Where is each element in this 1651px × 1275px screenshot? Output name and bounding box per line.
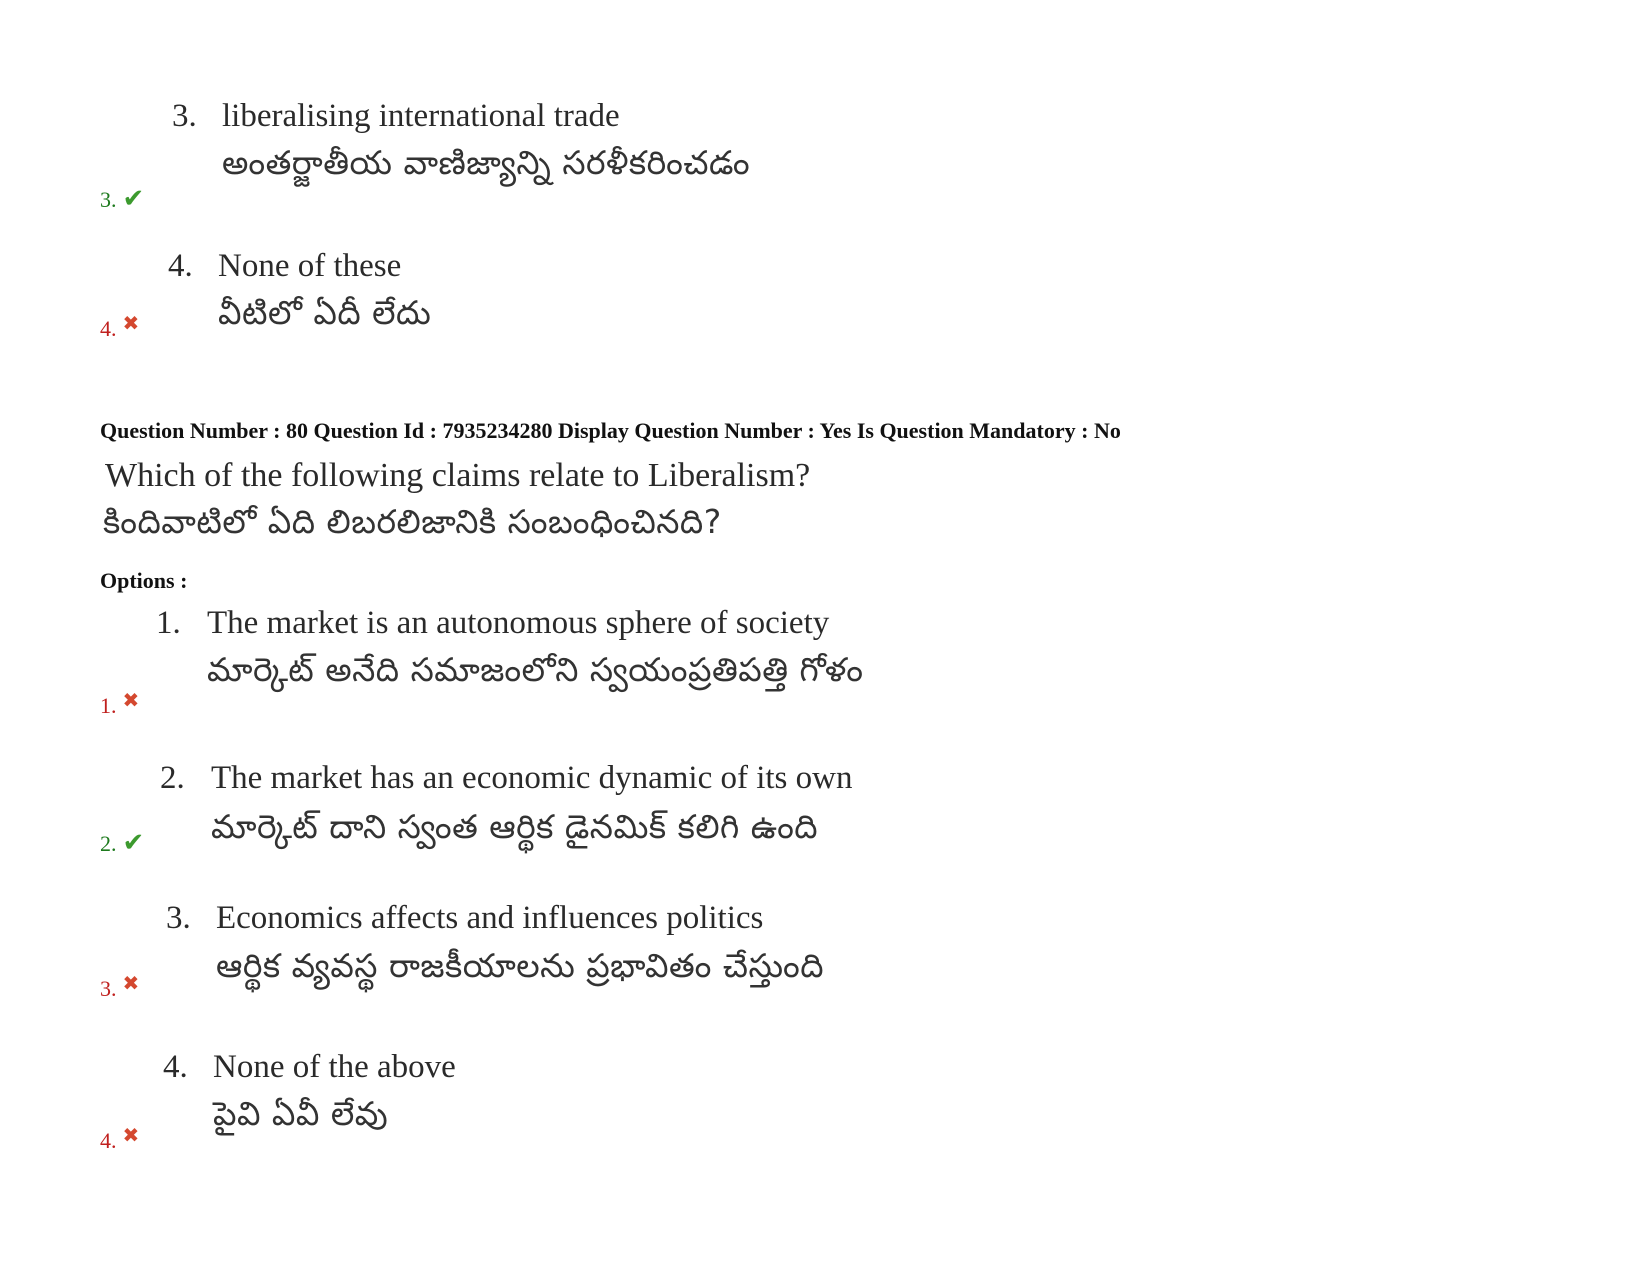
question-meta: Question Number : 80 Question Id : 7935234280 Display Question Number : Yes Is Question Mandatory : No [100, 418, 1121, 443]
option-text-te: మార్కెట్ అనేది సమాజంలోని స్వయంప్రతిపత్తి గోళం [207, 650, 864, 689]
answer-mark [100, 1125, 140, 1154]
option-number: 4. [163, 1049, 188, 1085]
option-number: 4. [168, 248, 193, 284]
option-number: 2. [160, 760, 185, 796]
option-text-en: Economics affects and influences politics [216, 900, 764, 936]
cross-icon: ✖ [122, 313, 140, 335]
options-label: Options : [100, 568, 188, 593]
answer-mark [100, 184, 144, 214]
question-text-te: కిందివాటిలో ఏది లిబరలిజానికి సంబంధించినది? [103, 502, 722, 541]
option-text-en: None of the above [213, 1049, 456, 1085]
answer-mark [100, 973, 140, 1002]
answer-mark [100, 828, 144, 858]
cross-icon: ✖ [122, 973, 140, 995]
option-text-te: అంతర్జాతీయ వాణిజ్యాన్ని సరళీకరించడం [222, 143, 751, 182]
option-text-te: వీటిలో ఏదీ లేదు [218, 293, 432, 332]
answer-mark [100, 690, 140, 719]
check-icon: ✔ [122, 828, 145, 857]
mark-label: 3. [100, 976, 117, 1001]
option-text-te: ఆర్థిక వ్యవస్థ రాజకీయాలను ప్రభావితం చేస్తుంది [216, 946, 825, 985]
option-text-te: మార్కెట్ దాని స్వంత ఆర్థిక డైనమిక్ కలిగి ఉంది [211, 807, 819, 846]
cross-icon: ✖ [122, 1125, 140, 1147]
cross-icon: ✖ [122, 690, 140, 712]
question-text-en: Which of the following claims relate to Liberalism? [105, 457, 811, 494]
option-text-en: None of these [218, 248, 402, 284]
option-number: 3. [172, 98, 197, 134]
option-text-en: The market is an autonomous sphere of society [207, 605, 830, 641]
check-icon: ✔ [122, 184, 145, 213]
mark-label: 2. [100, 831, 117, 856]
option-text-en: liberalising international trade [222, 98, 620, 134]
option-text-en: The market has an economic dynamic of its own [211, 760, 853, 796]
mark-label: 3. [100, 187, 117, 212]
mark-label: 4. [100, 1128, 117, 1153]
mark-label: 1. [100, 693, 117, 718]
option-text-te: పైవి ఏవీ లేవు [213, 1094, 389, 1133]
mark-label: 4. [100, 316, 117, 341]
option-number: 3. [166, 900, 191, 936]
option-number: 1. [156, 605, 181, 641]
answer-mark [100, 313, 140, 342]
